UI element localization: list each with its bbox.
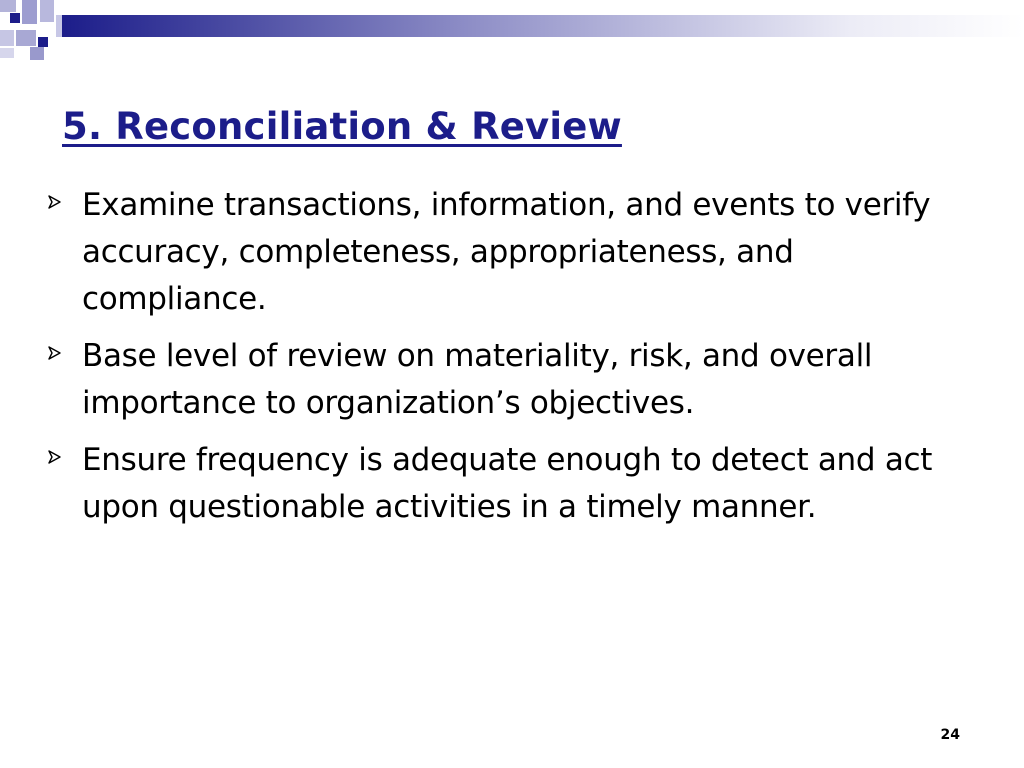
arrowhead-bullet-icon (46, 182, 82, 222)
decorative-square (0, 30, 14, 46)
decorative-square (0, 0, 16, 12)
bullet-text: Base level of review on materiality, risk, and overall importance to organization’s objectives. (82, 338, 873, 421)
header-gradient-bar (62, 15, 1024, 37)
decorative-square (30, 47, 44, 60)
decorative-square (40, 0, 54, 22)
decorative-square (10, 13, 20, 23)
arrowhead-bullet-icon (46, 333, 82, 373)
page-number: 24 (940, 727, 960, 743)
bullet-text: Ensure frequency is adequate enough to detect and act upon questionable activities in a timely manner. (82, 442, 933, 525)
list-item (46, 182, 966, 323)
decorative-square (0, 48, 14, 58)
slide-title: 5. Reconciliation & Review (62, 105, 622, 148)
decorative-square (22, 0, 37, 24)
bullet-text: Examine transactions, information, and events to verify accuracy, completeness, appropriateness, and compliance. (82, 187, 931, 317)
list-item (46, 437, 966, 531)
bullet-list (46, 182, 966, 541)
list-item (46, 333, 966, 427)
decorative-square (38, 37, 48, 47)
decorative-square (16, 30, 36, 46)
arrowhead-bullet-icon (46, 437, 82, 477)
